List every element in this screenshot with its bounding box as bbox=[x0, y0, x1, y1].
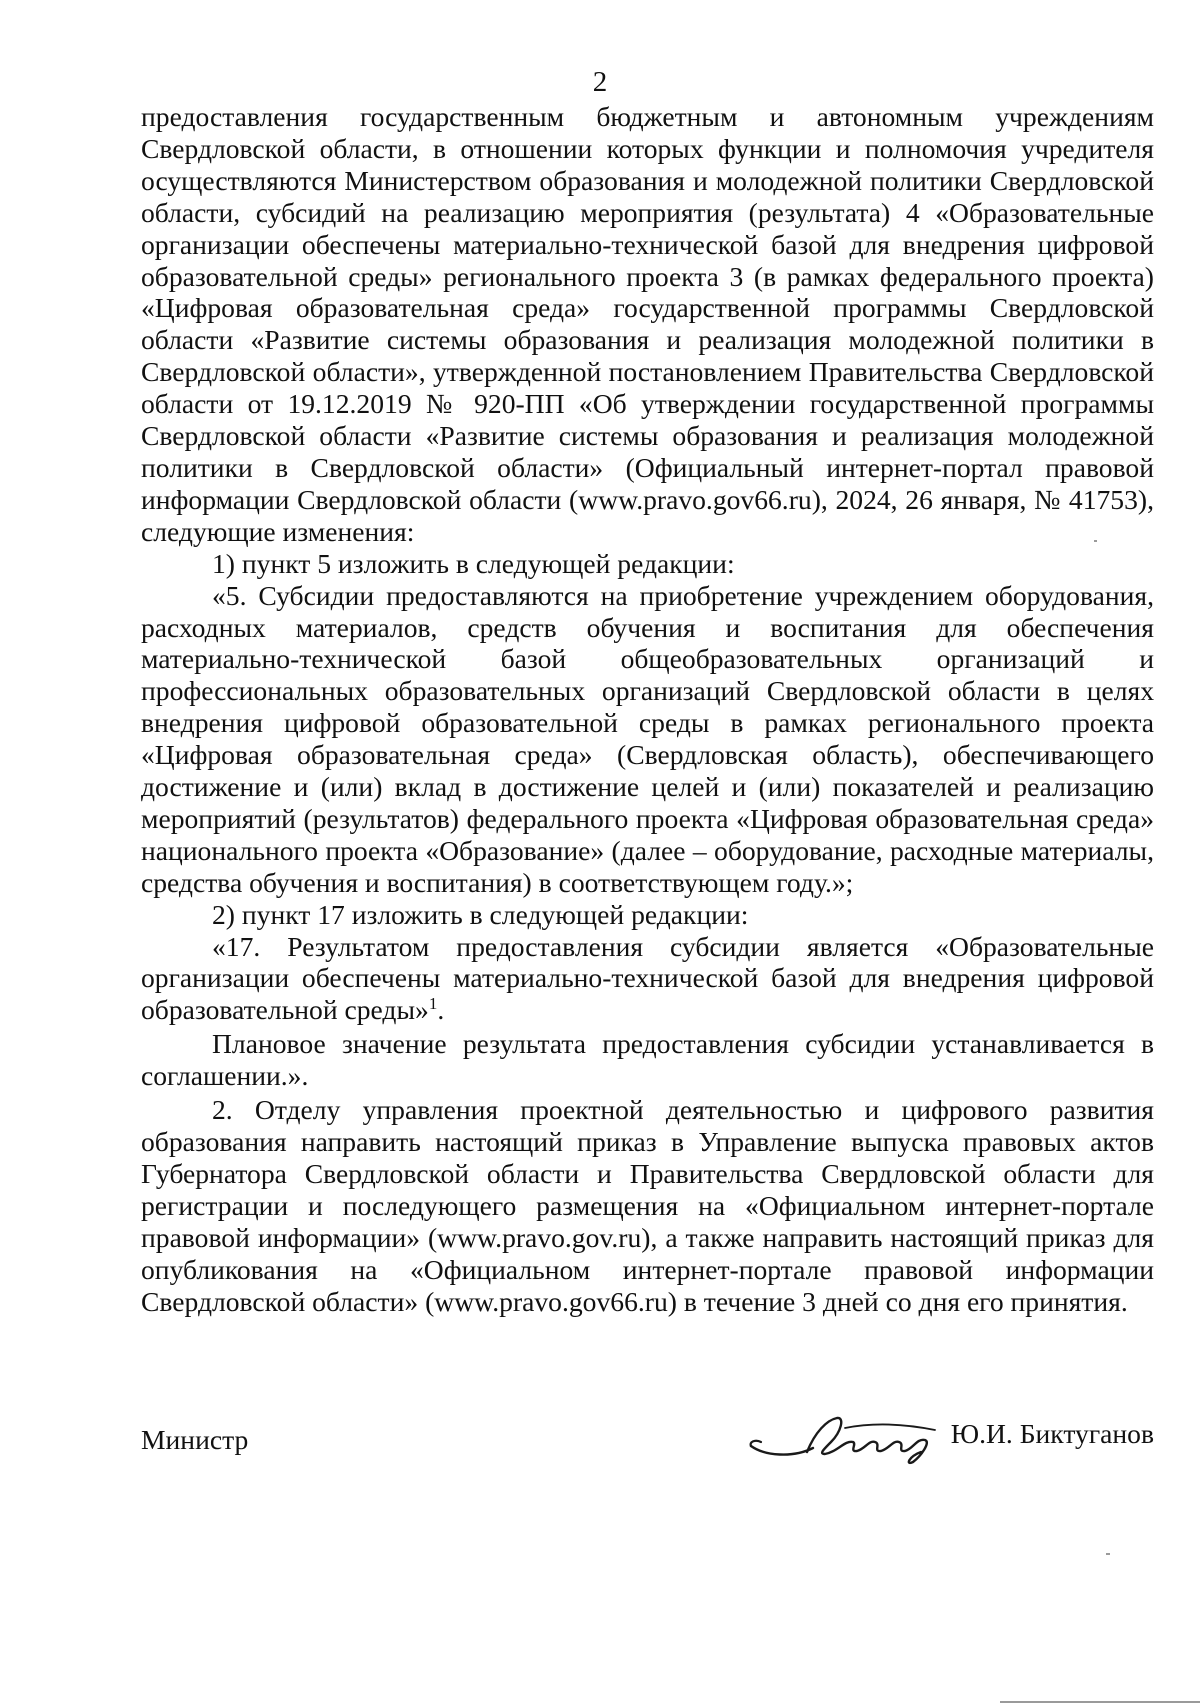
paragraph-intro: предоставления государственным бюджетным и автономным учреждениям Свердловской области, в отношении которых функции и полномочия учредителя осуществляются Министерством образования и молодежной политики Свердловской области, субсидий на реализацию мероприятия (результата) 4 «Образовательные организации обеспечены материально-технической базой для внедрения цифровой образовательной среды» регионального проекта 3 (в рамках федерального проекта) «Цифровая образовательная среда» государственной программы Свердловской области «Развитие системы образования и реализация молодежной политики в Свердловской области», утвержденной постановлением Правительства Свердловской области от 19.12.2019 № 920-ПП «Об утверждении государственной программы Свердловской области «Развитие системы образования и реализация молодежной политики в Свердловской области» (Официальный интернет-портал правовой информации Свердловской области (www.pravo.gov66.ru), 2024, 26 января, № 41753), следующие изменения: bbox=[141, 101, 1154, 547]
signer-position: Министр bbox=[141, 1424, 249, 1455]
scan-line bbox=[1000, 1701, 1200, 1703]
paragraph-point-17 bbox=[141, 931, 1154, 1027]
signer-name: Ю.И. Биктуганов bbox=[950, 1418, 1154, 1449]
handwritten-signature bbox=[745, 1412, 975, 1468]
page-number: 2 bbox=[592, 66, 608, 98]
paragraph-item-2: 2) пункт 17 изложить в следующей редакции: bbox=[212, 898, 749, 930]
document-body bbox=[141, 101, 1154, 1317]
footnote-mark: 1 bbox=[428, 994, 438, 1014]
point-17-text: «17. Результатом предоставления субсидии является «Образовательные организации обеспечены материально-технической базой для внедрения цифровой образовательной среды» bbox=[141, 930, 1154, 1026]
signature-block bbox=[141, 1416, 1154, 1468]
paragraph-point-5: «5. Субсидии предоставляются на приобретение учреждением оборудования, расходных материалов, средств обучения и воспитания для обеспечения материально-технической базой общеобразовательных организаций и профессиональных образовательных организаций Свердловской области в целях внедрения цифровой образовательной среды в рамках регионального проекта «Цифровая образовательная среда» (Свердловская область), обеспечивающего достижение и (или) вклад в достижение целей и (или) показателей и реализацию мероприятий (результатов) федерального проекта «Цифровая образовательная среда» национального проекта «Образование» (далее – оборудование, расходные материалы, средства обучения и воспитания) в соответствующем году.»; bbox=[141, 579, 1154, 898]
point-17-end: . bbox=[437, 994, 445, 1026]
paragraph-item-1: 1) пункт 5 изложить в следующей редакции: bbox=[212, 547, 735, 579]
paragraph-section-2: 2. Отделу управления проектной деятельностью и цифрового развития образования направить настоящий приказ в Управление выпуска правовых актов Губернатора Свердловской области и Правительства Свердловской области для регистрации и последующего размещения на «Официальном интернет-портале правовой информации» (www.pravo.gov.ru), а также направить настоящий приказ для опубликования на «Официальном интернет-портале правовой информации Свердловской области» (www.pravo.gov66.ru) в течение 3 дней со дня его принятия. bbox=[141, 1094, 1154, 1317]
scan-speck bbox=[1106, 1553, 1110, 1555]
paragraph-planned-value: Плановое значение результата предоставления субсидии устанавливается в соглашении.». bbox=[141, 1028, 1154, 1092]
scan-speck bbox=[1094, 540, 1097, 542]
